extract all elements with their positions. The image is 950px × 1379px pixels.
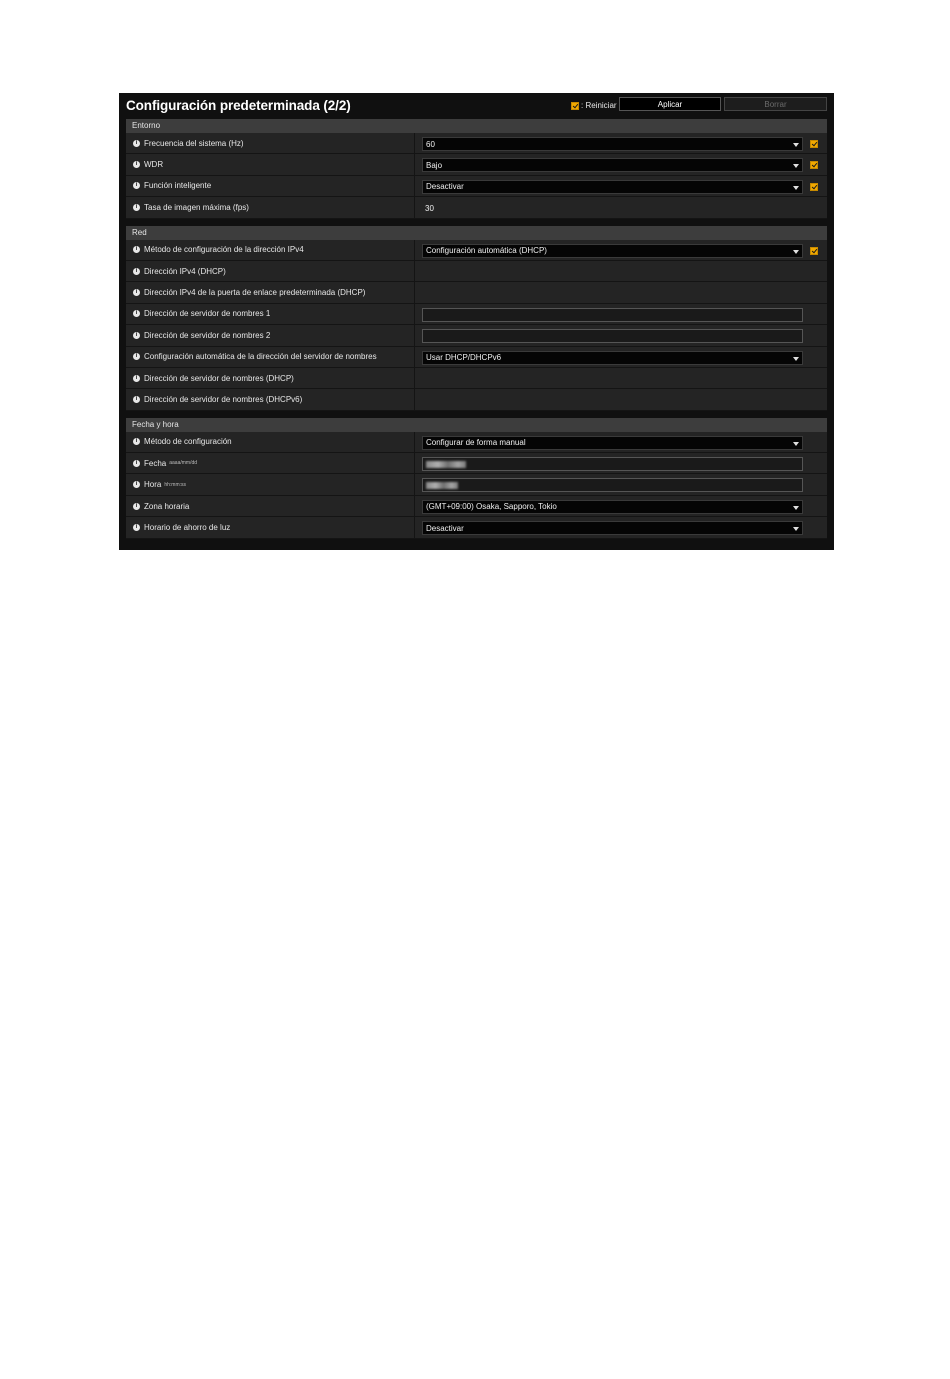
row-max-frame-rate (126, 197, 827, 218)
info-icon[interactable]: i (133, 161, 140, 168)
row-daylight-saving (126, 517, 827, 538)
blurred-time-value (426, 482, 458, 489)
row-label: Horario de ahorro de luz (144, 522, 231, 532)
section-title-red: Red (126, 226, 827, 240)
row-label: Hora (144, 480, 162, 490)
dns-2-input[interactable] (422, 329, 803, 343)
row-dns-dhcpv6 (126, 389, 827, 410)
info-icon[interactable]: i (133, 140, 140, 147)
row-time-zone (126, 496, 827, 517)
row-dns-2 (126, 325, 827, 346)
row-label: Dirección IPv4 (DHCP) (144, 266, 226, 276)
time-input[interactable] (422, 478, 803, 492)
dropdown-arrow-icon (793, 250, 799, 254)
section-title-entorno: Entorno (126, 119, 827, 133)
time-zone-select[interactable] (422, 500, 803, 514)
row-label: Dirección de servidor de nombres (DHCP) (144, 373, 294, 383)
row-label: Función inteligente (144, 181, 212, 191)
row-label: Frecuencia del sistema (Hz) (144, 138, 244, 148)
time-format-hint: hh:mm:ss (164, 481, 187, 488)
reiniciar-legend (571, 101, 617, 110)
system-frequency-select[interactable] (422, 137, 803, 151)
reiniciar-label: : Reiniciar (581, 101, 617, 110)
section-entorno (126, 119, 827, 219)
section-title-fecha-hora: Fecha y hora (126, 418, 827, 432)
row-ipv4-method (126, 240, 827, 261)
settings-panel (119, 93, 834, 550)
date-input[interactable] (422, 457, 803, 471)
dropdown-arrow-icon (793, 506, 799, 510)
restart-checkbox-icon (810, 140, 818, 148)
row-label: Dirección de servidor de nombres 2 (144, 330, 271, 340)
select-value: Configuración automática (DHCP) (426, 246, 547, 256)
info-icon[interactable]: i (133, 438, 140, 445)
select-value: Desactivar (426, 182, 464, 192)
row-label: Dirección IPv4 de la puerta de enlace predeterminada (DHCP) (144, 288, 366, 298)
smart-function-select[interactable] (422, 180, 803, 194)
dns-auto-select[interactable] (422, 351, 803, 365)
select-value: Usar DHCP/DHCPv6 (426, 353, 502, 363)
row-time (126, 474, 827, 495)
select-value: 60 (426, 139, 435, 149)
row-label: Configuración automática de la dirección del servidor de nombres (144, 352, 377, 362)
ipv4-method-select[interactable] (422, 244, 803, 258)
info-icon[interactable]: i (133, 268, 140, 275)
info-icon[interactable]: i (133, 524, 140, 531)
row-label: WDR (144, 160, 164, 170)
blurred-date-value (426, 461, 466, 468)
row-label: Método de configuración (144, 437, 232, 447)
info-icon[interactable]: i (133, 481, 140, 488)
dropdown-arrow-icon (793, 143, 799, 147)
info-icon[interactable]: i (133, 460, 140, 467)
select-value: (GMT+09:00) Osaka, Sapporo, Tokio (426, 502, 557, 512)
row-dns-1 (126, 304, 827, 325)
restart-checkbox-icon (810, 183, 818, 191)
restart-checkbox-icon (810, 161, 818, 169)
row-ipv4-dhcp (126, 261, 827, 282)
info-icon[interactable]: i (133, 246, 140, 253)
row-dns-dhcp (126, 368, 827, 389)
row-label: Zona horaria (144, 501, 190, 511)
dropdown-arrow-icon (793, 186, 799, 190)
page-title: Configuración predeterminada (2/2) (126, 98, 351, 113)
row-date (126, 453, 827, 474)
row-label: Dirección de servidor de nombres (DHCPv6) (144, 394, 303, 404)
info-icon[interactable]: i (133, 182, 140, 189)
daylight-saving-select[interactable] (422, 521, 803, 535)
max-frame-rate-value: 30 (425, 203, 434, 213)
dns-1-input[interactable] (422, 308, 803, 322)
row-label: Fecha (144, 458, 167, 468)
row-label: Método de configuración de la dirección IPv4 (144, 245, 304, 255)
clear-button[interactable]: Borrar (724, 97, 827, 111)
row-label: Tasa de imagen máxima (fps) (144, 202, 249, 212)
row-smart-function (126, 176, 827, 197)
wdr-select[interactable] (422, 158, 803, 172)
info-icon[interactable]: i (133, 289, 140, 296)
dropdown-arrow-icon (793, 357, 799, 361)
dropdown-arrow-icon (793, 164, 799, 168)
info-icon[interactable]: i (133, 375, 140, 382)
select-value: Configurar de forma manual (426, 438, 526, 448)
dropdown-arrow-icon (793, 442, 799, 446)
row-dns-auto (126, 347, 827, 368)
info-icon[interactable]: i (133, 396, 140, 403)
date-format-hint: aaaa/mm/dd (169, 460, 198, 467)
info-icon[interactable]: i (133, 310, 140, 317)
checkbox-icon (571, 102, 579, 110)
apply-button[interactable]: Aplicar (619, 97, 721, 111)
dropdown-arrow-icon (793, 527, 799, 531)
info-icon[interactable]: i (133, 204, 140, 211)
config-method-select[interactable] (422, 436, 803, 450)
info-icon[interactable]: i (133, 332, 140, 339)
info-icon[interactable]: i (133, 353, 140, 360)
select-value: Desactivar (426, 523, 464, 533)
info-icon[interactable]: i (133, 503, 140, 510)
row-label: Dirección de servidor de nombres 1 (144, 309, 271, 319)
select-value: Bajo (426, 160, 443, 170)
section-fecha-hora (126, 418, 827, 539)
row-wdr (126, 154, 827, 175)
row-gateway-dhcp (126, 282, 827, 303)
panel-header (119, 93, 834, 119)
section-red (126, 226, 827, 411)
row-config-method (126, 432, 827, 453)
restart-checkbox-icon (810, 247, 818, 255)
row-system-frequency (126, 133, 827, 154)
